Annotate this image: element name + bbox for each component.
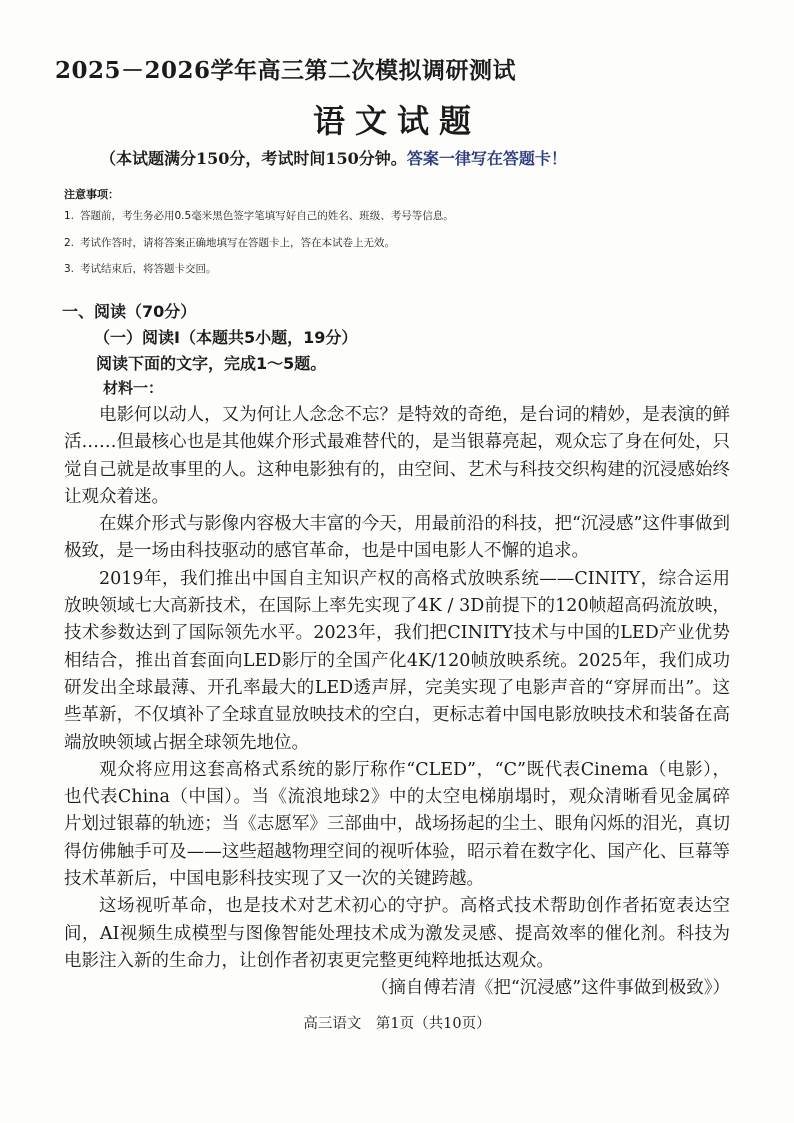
reading-passage xyxy=(64,402,730,1003)
instruction-emphasis: 答案一律写在答题卡！ xyxy=(406,149,567,168)
notes-item-text: 答题前，考生务必用0.5毫米黑色签字笔填写好自己的姓名、班级、考号等信息。 xyxy=(80,210,454,222)
exam-title: 2025－2026学年高三第二次模拟调研测试 xyxy=(55,57,517,84)
passage-source: （摘自傅若清《把“沉浸感”这件事做到极致》） xyxy=(370,978,730,999)
instruction-text: （本试题满分150分，考试时间150分钟。 xyxy=(100,149,407,168)
exam-instruction xyxy=(100,146,720,169)
notes-item xyxy=(64,206,724,233)
notes-item xyxy=(64,233,724,260)
notes-item-number: 1. xyxy=(64,210,75,222)
material-label: 材料一： xyxy=(103,379,164,397)
subject-title: 语文试题 xyxy=(312,102,481,140)
passage-paragraph: 这场视听革命，也是技术对艺术初心的守护。高格式技术帮助创作者拓宽表达空间，AI视频生成模型与图像智能处理技术成为激发灵感、提高效率的催化剂。科技为电影注入新的生命力，让创作者初衷更完整更纯粹地抵达观众。 xyxy=(64,896,730,971)
notes-item-text: 考试结束后，将答题卡交回。 xyxy=(80,263,217,275)
page-footer: 高三语文 第1页（共10页） xyxy=(303,1016,491,1032)
passage-paragraph: 在媒介形式与影像内容极大丰富的今天，用最前沿的科技，把“沉浸感”这件事做到极致，是一场由科技驱动的感官革命，也是中国电影人不懈的追求。 xyxy=(64,514,730,562)
notes-block xyxy=(64,186,724,286)
notes-item-text: 考试作答时，请将答案正确地填写在答题卡上，答在本试卷上无效。 xyxy=(80,236,395,249)
passage-paragraph: 2019年，我们推出中国自主知识产权的高格式放映系统——CINITY，综合运用放映领域七大高新技术，在国际上率先实现了4K / 3D前提下的120帧超高码流放映，技术参数达到了国际领先水平。2023年，我们把CINITY技术与中国的LED产业优势相结合，推出首套面向LED影厅的全国产化4K/120帧放映系统。2025年，我们成功研发出全球最薄、开孔率最大的LED透声屏，完美实现了电影声音的“穿屏而出”。这些革新，不仅填补了全球直显放映技术的空白，更标志着中国电影放映技术和装备在高端放映领域占据全球领先地位。 xyxy=(64,568,730,753)
passage-paragraph: 电影何以动人，又为何让人念念不忘？是特效的奇绝，是台词的精妙，是表演的鲜活……但最核心也是其他媒介形式最难替代的，是当银幕亮起，观众忘了身在何处，只觉自己就是故事里的人。这种电影独有的，由空间、艺术与科技交织构建的沉浸感始终让观众着迷。 xyxy=(64,405,730,507)
section-heading: 一、阅读（70分） xyxy=(62,302,197,321)
notes-item-number: 3. xyxy=(64,263,75,275)
notes-item xyxy=(64,259,724,286)
notes-label: 注意事项： xyxy=(64,188,119,201)
notes-item-number: 2. xyxy=(64,236,75,249)
section-subheading: （一）阅读Ⅰ（本题共5小题，19分） xyxy=(94,328,358,347)
reading-direction: 阅读下面的文字，完成1～5题。 xyxy=(96,354,327,373)
passage-paragraph: 观众将应用这套高格式系统的影厅称作“CLED”，“C”既代表Cinema（电影），也代表China（中国）。当《流浪地球2》中的太空电梯崩塌时，观众清晰看见金属碎片划过银幕的轨迹；当《志愿军》三部曲中，战场扬起的尘土、眼角闪烁的泪光，真切得仿佛触手可及——这些超越物理空间的视听体验，昭示着在数字化、国产化、巨幕等技术革新后，中国电影科技实现了又一次的关键跨越。 xyxy=(64,759,730,890)
